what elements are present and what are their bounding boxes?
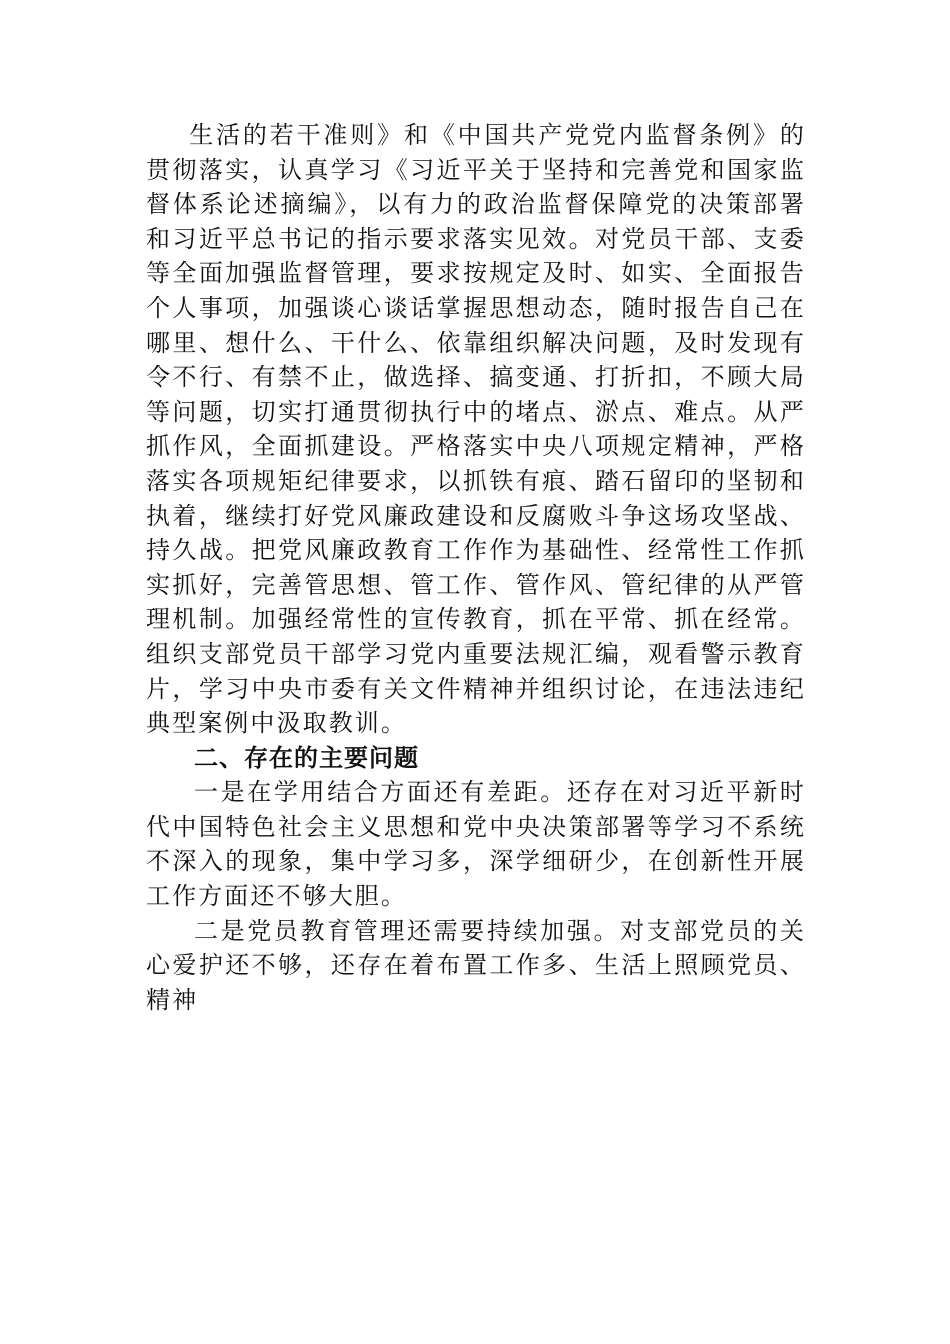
paragraph-problem-two: 二是党员教育管理还需要持续加强。对支部党员的关心爱护还不够，还存在着布置工作多、生活上照顾党员、精神 — [146, 916, 806, 1014]
paragraph-problem-one: 一是在学用结合方面还有差距。还存在对习近平新时代中国特色社会主义思想和党中央决策部署等学习不系统不深入的现象，集中学习多，深学细研少，在创新性开展工作方面还不够大胆。 — [146, 778, 806, 911]
document-body — [146, 118, 806, 1017]
section-heading: 二、存在的主要问题 — [194, 743, 419, 772]
paragraph-supervision: 生活的若干准则》和《中国共产党党内监督条例》的贯彻落实，认真学习《习近平关于坚持和完善党和国家监督体系论述摘编》，以有力的政治监督保障党的决策部署和习近平总书记的指示要求落实见效。对党员干部、支委等全面加强监督管理，要求按规定及时、如实、全面报告个人事项，加强谈心谈话掌握思想动态，随时报告自己在哪里、想什么、干什么、依靠组织解决问题，及时发现有令不行、有禁不止，做选择、搞变通、打折扣，不顾大局等问题，切实打通贯彻执行中的堵点、淤点、难点。从严抓作风，全面抓建设。严格落实中央八项规定精神，严格落实各项规矩纪律要求，以抓铁有痕、踏石留印的坚韧和执着，继续打好党风廉政建设和反腐败斗争这场攻坚战、持久战。把党风廉政教育工作作为基础性、经常性工作抓实抓好，完善管思想、管工作、管作风、管纪律的从严管理机制。加强经常性的宣传教育，抓在平常、抓在经常。组织支部党员干部学习党内重要法规汇编，观看警示教育片，学习中央市委有关文件精神并组织讨论，在违法违纪典型案例中汲取教训。 — [146, 121, 806, 738]
